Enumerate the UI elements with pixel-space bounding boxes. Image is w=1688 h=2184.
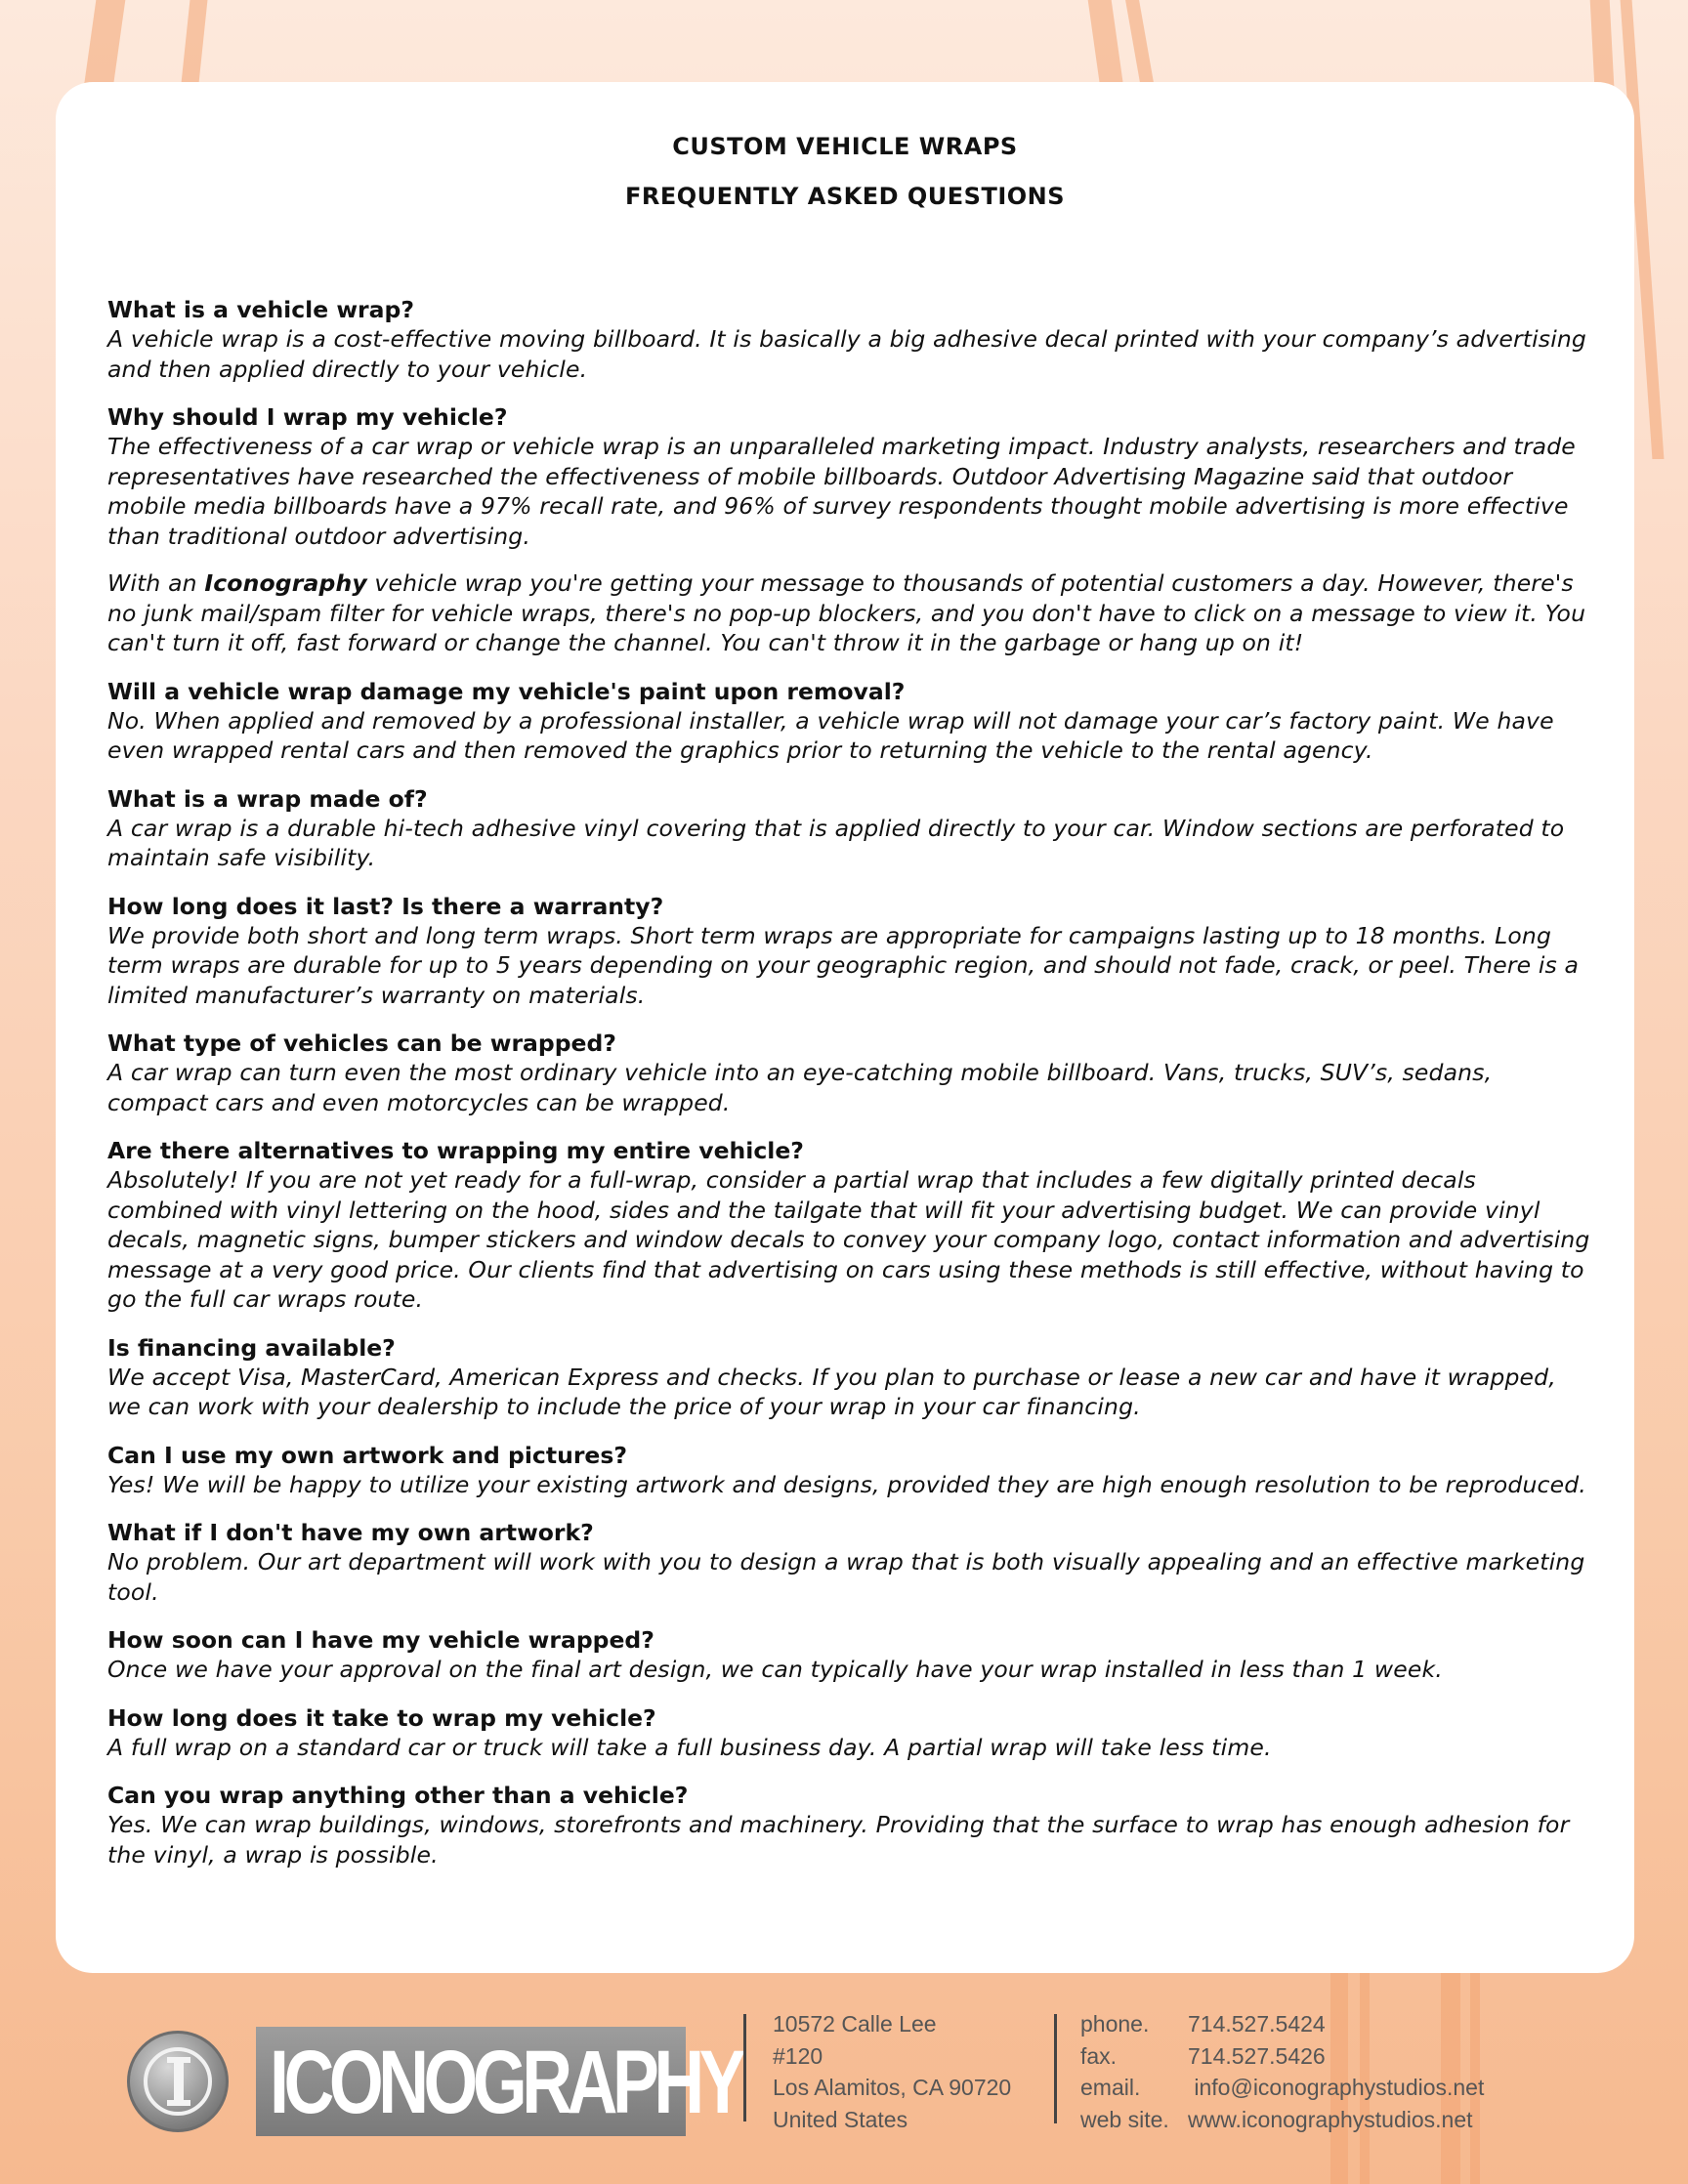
phone-number: 714.527.5424 [1188,2011,1326,2037]
contact-label: web site. [1080,2106,1169,2132]
address-line: #120 [773,2042,823,2069]
faq-answer: A car wrap is a durable hi-tech adhesive vinyl covering that is applied directly to your car. Window sections are perforated to maintain safe visibility. [107,814,1565,871]
faq-question: How soon can I have my vehicle wrapped? [107,1626,654,1654]
faq-question: Are there alternatives to wrapping my entire vehicle? [107,1137,804,1164]
faq-item [107,295,1592,384]
faq-answer: No problem. Our art department will work with you to design a wrap that is both visually appealing and an effective marketing tool. [107,1548,1585,1606]
faq-item [107,1029,1592,1117]
faq-question: Can I use my own artwork and pictures? [107,1441,627,1469]
faq-question: What is a wrap made of? [107,784,428,813]
background-stripe [84,0,126,88]
brand-name: Iconography [204,569,367,597]
faq-question: How long does it last? Is there a warranty? [107,892,664,920]
contact-label: phone. [1080,2011,1150,2037]
answer-text: vehicle wrap you're getting your message to thousands of potential customers a day. However, there's no junk mail/spam filter for vehicle wraps, there's no pop-up blockers, and you don't have to click on a message to view it. You can't turn it off, fast forward or change the channel. You can't throw it in the garbage or hang up on it! [107,569,1586,656]
faq-question: What is a vehicle wrap? [107,296,414,323]
faq-question: Why should I wrap my vehicle? [107,403,508,431]
website-url: www.iconographystudios.net [1188,2106,1473,2132]
faq-item [107,1625,1592,1685]
faq-list [107,295,1592,1888]
faq-answer: Absolutely! If you are not yet ready for a full-wrap, consider a partial wrap that includes a few digitally printed decals combined with vinyl lettering on the hood, sides and the tailgate that will fit your advertising budget. We can provide vinyl decals, magnetic signs, bumper stickers and window decals to convey your company logo, contact information and advertising message at a very good price. Our clients find that advertising on cars using these methods is still effective, without having to go the full car wraps route. [107,1166,1590,1313]
contact-block [1080,2008,1608,2135]
faq-question: How long does it take to wrap my vehicle? [107,1703,656,1732]
faq-answer: Yes! We will be happy to utilize your existing artwork and designs, provided they are high enough resolution to be reproduced. [107,1470,1586,1498]
faq-item [107,402,1592,658]
fax-number: 714.527.5426 [1188,2042,1326,2069]
address-line: Los Alamitos, CA 90720 [773,2075,1012,2100]
faq-item [107,892,1592,1011]
faq-answer-extra [107,568,1592,658]
faq-item [107,1518,1592,1607]
faq-item [107,1136,1592,1315]
divider [1054,2014,1057,2123]
background-stripe [182,0,208,83]
logo-icon [127,2031,229,2132]
faq-item [107,1781,1592,1869]
document-subtitle: FREQUENTLY ASKED QUESTIONS [624,183,1066,210]
faq-question: Is financing available? [107,1333,396,1362]
contact-email [1080,2072,1608,2104]
faq-answer: No. When applied and removed by a professional installer, a vehicle wrap will not damage your car’s factory paint. We have even wrapped rental cars and then removed the graphics prior to returning the vehicle to the rental agency. [107,706,1554,764]
faq-question: What if I don't have my own artwork? [107,1519,594,1546]
faq-card [56,82,1634,1973]
faq-answer: Yes. We can wrap buildings, windows, storefronts and machinery. Providing that the surface to wrap has enough adhesion for the vinyl, a wrap is possible. [107,1811,1570,1869]
contact-fax [1080,2040,1608,2073]
document-title: CUSTOM VEHICLE WRAPS [672,133,1018,160]
faq-answer: We accept Visa, MasterCard, American Express and checks. If you plan to purchase or lease a new car and have it wrapped, we can work with your dealership to include the price of your wrap in your car financing. [107,1363,1556,1420]
email-address: info@iconographystudios.net [1188,2075,1485,2100]
faq-question: What type of vehicles can be wrapped? [107,1029,616,1057]
address-line: United States [773,2106,908,2132]
faq-item [107,677,1592,766]
faq-item [107,784,1592,873]
faq-answer: A car wrap can turn even the most ordinary vehicle into an eye-catching mobile billboard. Vans, trucks, SUV’s, sedans, compact cars and even motorcycles can be wrapped. [107,1059,1493,1116]
faq-item [107,1441,1592,1500]
contact-label: email. [1080,2075,1141,2100]
faq-question: Can you wrap anything other than a vehicle? [107,1782,689,1809]
faq-item [107,1333,1592,1422]
background-stripe [1125,0,1155,88]
faq-question: Will a vehicle wrap damage my vehicle's paint upon removal? [107,677,906,705]
faq-answer: Once we have your approval on the final art design, we can typically have your wrap installed in less than 1 week. [107,1656,1443,1683]
contact-phone [1080,2008,1608,2040]
contact-website [1080,2104,1608,2136]
address-block [773,2008,1011,2135]
background-stripe [1088,0,1124,88]
address-line: 10572 Calle Lee [773,2011,937,2037]
faq-answer: A full wrap on a standard car or truck will take a full business day. A partial wrap will take less time. [107,1733,1272,1761]
faq-answer: A vehicle wrap is a cost-effective moving billboard. It is basically a big adhesive decal printed with your company’s advertising and then applied directly to your vehicle. [107,325,1586,383]
contact-label: fax. [1080,2042,1118,2069]
footer [0,1993,1688,2184]
answer-text: With an [107,569,205,597]
logo-wordmark: ICONOGRAPHY [270,2033,741,2132]
faq-item [107,1703,1592,1763]
faq-answer: The effectiveness of a car wrap or vehicle wrap is an unparalleled marketing impact. Industry analysts, researchers and trade representatives have researched the effectiveness of mobile billboards. Outdoor Advertising Magazine said that outdoor mobile media billboards have a 97% recall rate, and 96% of survey respondents thought mobile advertising is more effective than traditional outdoor advertising. [107,433,1576,550]
divider [743,2014,746,2121]
faq-answer: We provide both short and long term wraps. Short term wraps are appropriate for campaigns lasting up to 18 months. Long term wraps are durable for up to 5 years depending on your geographic region, and should not fade, crack, or peel. There is a limited manufacturer’s warranty on materials. [107,921,1580,1009]
